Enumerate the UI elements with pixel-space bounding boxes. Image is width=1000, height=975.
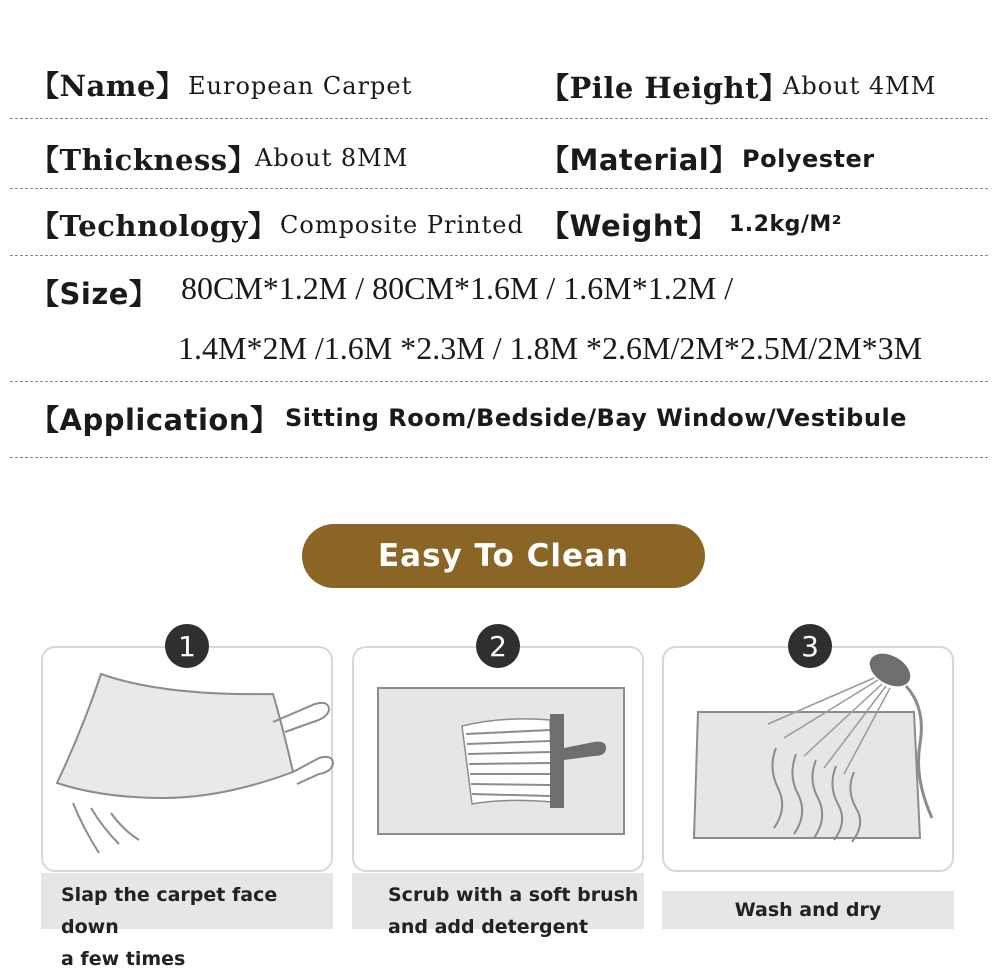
step-3-panel bbox=[662, 646, 954, 872]
application-label: 【Application】 bbox=[30, 403, 280, 437]
weight-label: 【Weight】 bbox=[540, 209, 718, 243]
step-2-badge: 2 bbox=[476, 624, 520, 668]
step-1-badge: 1 bbox=[165, 624, 209, 668]
technology-label: 【Technology】 bbox=[30, 209, 278, 243]
technology-value: Composite Printed bbox=[280, 211, 524, 239]
scrub-brush-icon bbox=[354, 648, 646, 874]
step-2-caption bbox=[352, 873, 644, 938]
shower-wash-icon bbox=[664, 648, 956, 874]
divider bbox=[10, 381, 988, 382]
step-3-caption bbox=[662, 891, 954, 929]
material-label: 【Material】 bbox=[540, 143, 739, 177]
step-1-caption-line-1: Slap the carpet face down bbox=[61, 884, 278, 938]
step-2-caption-line-1: Scrub with a soft brush bbox=[388, 884, 639, 906]
name-label: 【Name】 bbox=[30, 69, 186, 103]
pile-height-label: 【Pile Height】 bbox=[540, 71, 789, 105]
step-2-panel bbox=[352, 646, 644, 872]
step-2-caption-line-2: and add detergent bbox=[388, 916, 589, 938]
step-1-caption bbox=[41, 873, 333, 970]
easy-to-clean-banner: Easy To Clean bbox=[302, 524, 705, 588]
size-label: 【Size】 bbox=[30, 277, 159, 311]
step-1-caption-line-2: a few times bbox=[61, 948, 186, 970]
slap-carpet-icon bbox=[43, 648, 335, 874]
name-value: European Carpet bbox=[188, 72, 413, 100]
pile-height-value: About 4MM bbox=[783, 72, 937, 100]
step-1-panel bbox=[41, 646, 333, 872]
size-values-line-1: 80CM*1.2M / 80CM*1.6M / 1.6M*1.2M / bbox=[181, 270, 734, 306]
thickness-label: 【Thickness】 bbox=[30, 143, 258, 177]
material-value: Polyester bbox=[742, 145, 875, 173]
weight-value: 1.2kg/M² bbox=[729, 212, 842, 237]
thickness-value: About 8MM bbox=[255, 144, 409, 172]
size-values-line-2: 1.4M*2M /1.6M *2.3M / 1.8M *2.6M/2M*2.5M/2M*3M bbox=[178, 330, 923, 366]
divider bbox=[10, 457, 988, 458]
divider bbox=[10, 188, 988, 189]
application-value: Sitting Room/Bedside/Bay Window/Vestibule bbox=[285, 404, 907, 432]
divider bbox=[10, 255, 988, 256]
step-3-caption-line-1: Wash and dry bbox=[734, 899, 882, 921]
step-3-badge: 3 bbox=[788, 624, 832, 668]
divider bbox=[10, 118, 988, 119]
